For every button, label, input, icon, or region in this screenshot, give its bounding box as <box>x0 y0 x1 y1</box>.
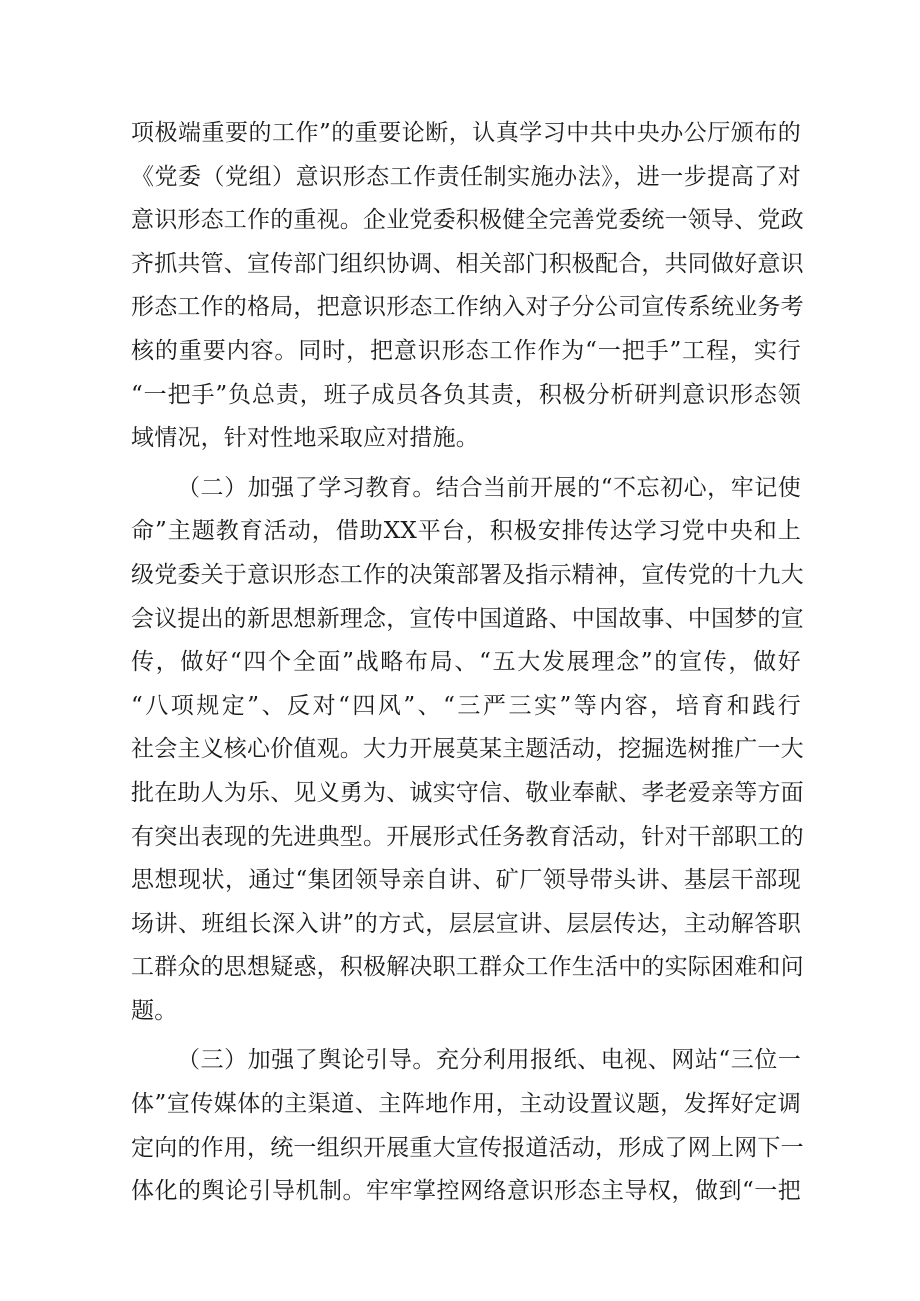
paragraph-line: 级党委关于意识形态工作的决策部署及指示精神，宣传党的十九大 <box>131 561 804 588</box>
paragraph-line: 场讲、班组长深入讲”的方式，层层宣讲、层层传达，主动解答职 <box>131 910 801 937</box>
paragraph-line: 思想现状，通过“集团领导亲自讲、矿厂领导带头讲、基层干部现 <box>131 867 801 894</box>
paragraph-line: “八项规定”、反对“四风”、“三严三实”等内容，培育和践行 <box>131 692 801 719</box>
paragraph-1 <box>131 112 804 461</box>
paragraph-line: 体化的舆论引导机制。牢牢掌控网络意识形态主导权，做到“一把 <box>131 1178 801 1205</box>
paragraph-line: 工群众的思想疑惑，积极解决职工群众工作生活中的实际困难和问 <box>131 954 804 981</box>
paragraph-line: （三）加强了舆论引导。充分利用报纸、电视、网站“三位一 <box>177 1047 801 1074</box>
paragraph-line: 意识形态工作的重视。企业党委积极健全完善党委统一领导、党政 <box>131 207 804 234</box>
paragraph-line: 体”宣传媒体的主渠道、主阵地作用，主动设置议题，发挥好定调 <box>131 1091 801 1118</box>
paragraph-line: 会议提出的新思想新理念，宣传中国道路、中国故事、中国梦的宣 <box>131 605 804 632</box>
paragraph-line: 《党委（党组）意识形态工作责任制实施办法》，进一步提高了对 <box>131 163 801 190</box>
paragraph-line: 社会主义核心价值观。大力开展莫某主题活动，挖掘选树推广一大 <box>131 736 804 763</box>
paragraph-line: 形态工作的格局，把意识形态工作纳入对子分公司宣传系统业务考 <box>131 294 804 321</box>
paragraph-line: 题。 <box>131 997 178 1024</box>
paragraph-line: 项极端重要的工作”的重要论断，认真学习中共中央办公厅颁布的 <box>131 120 801 146</box>
paragraph-line: 传，做好“四个全面”战略布局、“五大发展理念”的宣传，做好 <box>131 649 801 676</box>
paragraph-line: 域情况，针对性地采取应对措施。 <box>131 425 479 452</box>
paragraph-line: 批在助人为乐、见义勇为、诚实守信、敬业奉献、孝老爱亲等方面 <box>131 779 804 806</box>
paragraph-line: 齐抓共管、宣传部门组织协调、相关部门积极配合，共同做好意识 <box>131 250 804 277</box>
paragraph-line: 核的重要内容。同时，把意识形态工作作为“一把手”工程，实行 <box>131 337 801 364</box>
document-body <box>131 112 804 1214</box>
paragraph-3 <box>131 1039 804 1213</box>
paragraph-line: （二）加强了学习教育。结合当前开展的“不忘初心，牢记使 <box>177 474 801 501</box>
paragraph-line: “一把手”负总责，班子成员各负其责，积极分析研判意识形态领 <box>131 381 801 408</box>
paragraph-line: 有突出表现的先进典型。开展形式任务教育活动，针对干部职工的 <box>131 823 804 850</box>
paragraph-2 <box>131 467 804 1034</box>
paragraph-line: 命”主题教育活动，借助XX平台，积极安排传达学习党中央和上 <box>131 518 801 545</box>
paragraph-line: 定向的作用，统一组织开展重大宣传报道活动，形成了网上网下一 <box>131 1134 804 1161</box>
